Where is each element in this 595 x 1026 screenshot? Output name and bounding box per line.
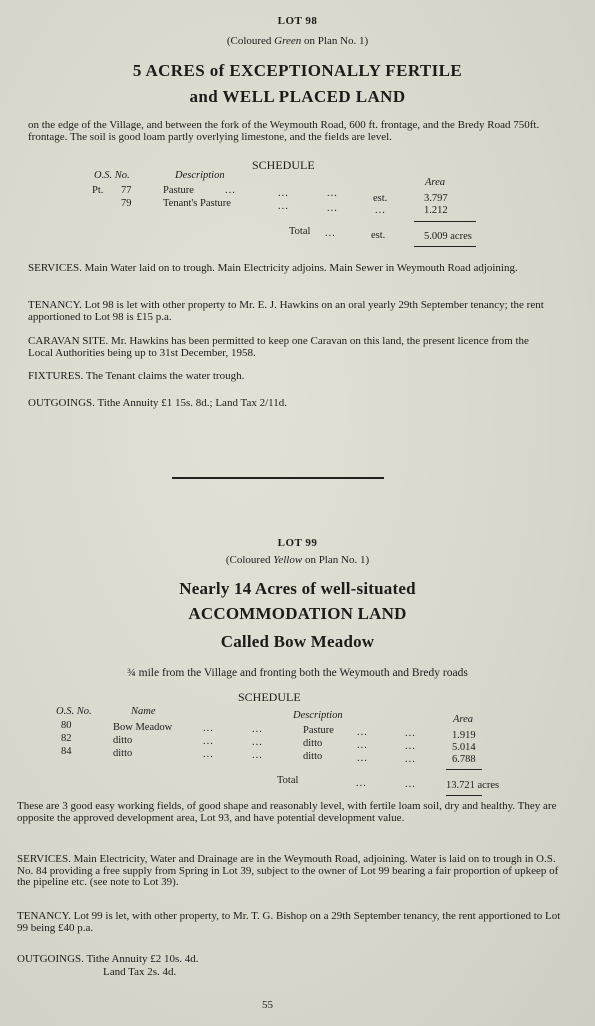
os-number: 80: [61, 720, 72, 731]
sum-rule: [414, 221, 476, 222]
leader-dots: ...: [357, 740, 368, 751]
lot-99-description: These are 3 good easy working fields, of good shape and reasonably level, with fertile loam soil, dry and healthy. They are opposite the approved development area, Lot 93, and have potential development value.: [17, 800, 557, 824]
lot-99-outgoings: OUTGOINGS. Tithe Annuity £2 10s. 4d.: [17, 953, 199, 965]
area-value: 1.212: [424, 205, 448, 216]
area-value: 6.788: [452, 754, 476, 765]
description: Tenant's Pasture: [163, 198, 231, 209]
leader-dots: ...: [252, 724, 263, 735]
lot-99-headline-3: Called Bow Meadow: [220, 632, 375, 651]
lot-98-title: LOT 98: [277, 15, 318, 27]
lot-99-headline-1: Nearly 14 Acres of well-situated: [179, 579, 416, 598]
lot-99-title: LOT 99: [277, 537, 318, 549]
total-rule: [446, 795, 482, 796]
lot-98-headline-2: and WELL PLACED LAND: [189, 87, 406, 106]
lot-98-fixtures: FIXTURES. The Tenant claims the water trough.: [28, 370, 245, 382]
leader-dots: ...: [225, 185, 236, 196]
leader-dots: ...: [252, 750, 263, 761]
leader-dots: ...: [325, 228, 336, 239]
leader-dots: ...: [357, 753, 368, 764]
description: ditto: [303, 738, 323, 749]
estimate-mark: est.: [373, 193, 388, 204]
total-value: 5.009 acres: [424, 231, 472, 242]
field-name: ditto: [113, 735, 133, 746]
leader-dots: ...: [203, 736, 214, 747]
leader-dots: ...: [278, 201, 289, 212]
os-number: 84: [61, 746, 72, 757]
lot-99-col-area: Area: [453, 714, 474, 725]
field-name: ditto: [113, 748, 133, 759]
os-prefix: Pt.: [92, 185, 104, 196]
leader-dots: ...: [405, 728, 416, 739]
leader-dots: ...: [405, 779, 416, 790]
lot-99-coloured-note: (Coloured Yellow on Plan No. 1): [225, 554, 370, 566]
lot-99-headline-2: ACCOMMODATION LAND: [188, 604, 407, 623]
leader-dots: ...: [203, 749, 214, 760]
os-number: 77: [121, 185, 132, 196]
total-rule: [414, 246, 476, 247]
leader-dots: ...: [357, 727, 368, 738]
description: Pasture: [163, 185, 194, 196]
leader-dots: ...: [356, 778, 367, 789]
lot-99-tenancy: TENANCY. Lot 99 is let, with other property, to Mr. T. G. Bishop on a 29th September tenancy, the rent apportioned to Lot 99 being £40 p.a.: [17, 910, 561, 934]
lot-99-col-description: Description: [293, 710, 343, 721]
description: ditto: [303, 751, 323, 762]
description: Pasture: [303, 725, 334, 736]
lot-99-land-tax: Land Tax 2s. 4d.: [103, 966, 177, 978]
leader-dots: ...: [405, 754, 416, 765]
lot-99-col-os: O.S. No.: [56, 706, 92, 717]
os-number: 79: [121, 198, 132, 209]
lot-99-schedule-heading: SCHEDULE: [238, 690, 301, 704]
leader-dots: ...: [252, 737, 263, 748]
section-divider: [172, 477, 384, 479]
page-number: 55: [262, 999, 273, 1011]
sum-rule: [446, 769, 482, 770]
leader-dots: ...: [203, 723, 214, 734]
leader-dots: ...: [405, 741, 416, 752]
lot-98-caravan-site: CARAVAN SITE. Mr. Hawkins has been permitted to keep one Caravan on this land, the present licence from the Local Authorities being up to 31st December, 1958.: [28, 335, 529, 359]
leader-dots: ...: [375, 205, 386, 216]
leader-dots: ...: [278, 188, 289, 199]
lot-98-coloured-note: (Coloured Green on Plan No. 1): [226, 35, 369, 47]
lot-98-schedule-heading: SCHEDULE: [252, 158, 315, 172]
lot-98-col-area: Area: [425, 177, 446, 188]
area-value: 5.014: [452, 742, 476, 753]
lot-98-tenancy: TENANCY. Lot 98 is let with other property to Mr. E. J. Hawkins on an oral yearly 29th September tenancy; the rent apportioned to Lot 98 is £15 p.a.: [28, 299, 544, 323]
total-label: Total: [277, 775, 299, 786]
lot-98-col-os: O.S. No.: [94, 170, 130, 181]
leader-dots: ...: [327, 203, 338, 214]
lot-98-headline-1: 5 ACRES of EXCEPTIONALLY FERTILE: [132, 61, 463, 80]
lot-99-services: SERVICES. Main Electricity, Water and Drainage are in the Weymouth Road, adjoining. Water is laid on to trough in O.S. No. 84 providing a free supply from Spring in Lot 39, subject to the owner of Lot 99 bearing a fair proportion of upkeep of the pipeline etc. (see note to Lot 39).: [17, 853, 559, 888]
lot-98-outgoings: OUTGOINGS. Tithe Annuity £1 15s. 8d.; Land Tax 2/11d.: [28, 397, 287, 409]
field-name: Bow Meadow: [113, 722, 173, 733]
area-value: 1.919: [452, 730, 476, 741]
lot-99-col-name: Name: [131, 706, 156, 717]
leader-dots: ...: [327, 188, 338, 199]
lot-98-col-description: Description: [175, 170, 225, 181]
total-label: Total: [289, 226, 311, 237]
lot-98-intro: on the edge of the Village, and between the fork of the Weymouth Road, 600 ft. frontage, and the Bredy Road 750ft. frontage. The soil is good loam partly overlying limestone, and the fields are level.: [28, 119, 540, 143]
os-number: 82: [61, 733, 72, 744]
area-value: 3.797: [424, 193, 448, 204]
lot-98-services: SERVICES. Main Water laid on to trough. Main Electricity adjoins. Main Sewer in Weymouth Road adjoining.: [28, 262, 518, 274]
total-value: 13.721 acres: [446, 780, 500, 791]
estimate-mark: est.: [371, 230, 386, 241]
lot-99-intro: ¾ mile from the Village and fronting both the Weymouth and Bredy roads: [127, 667, 468, 679]
